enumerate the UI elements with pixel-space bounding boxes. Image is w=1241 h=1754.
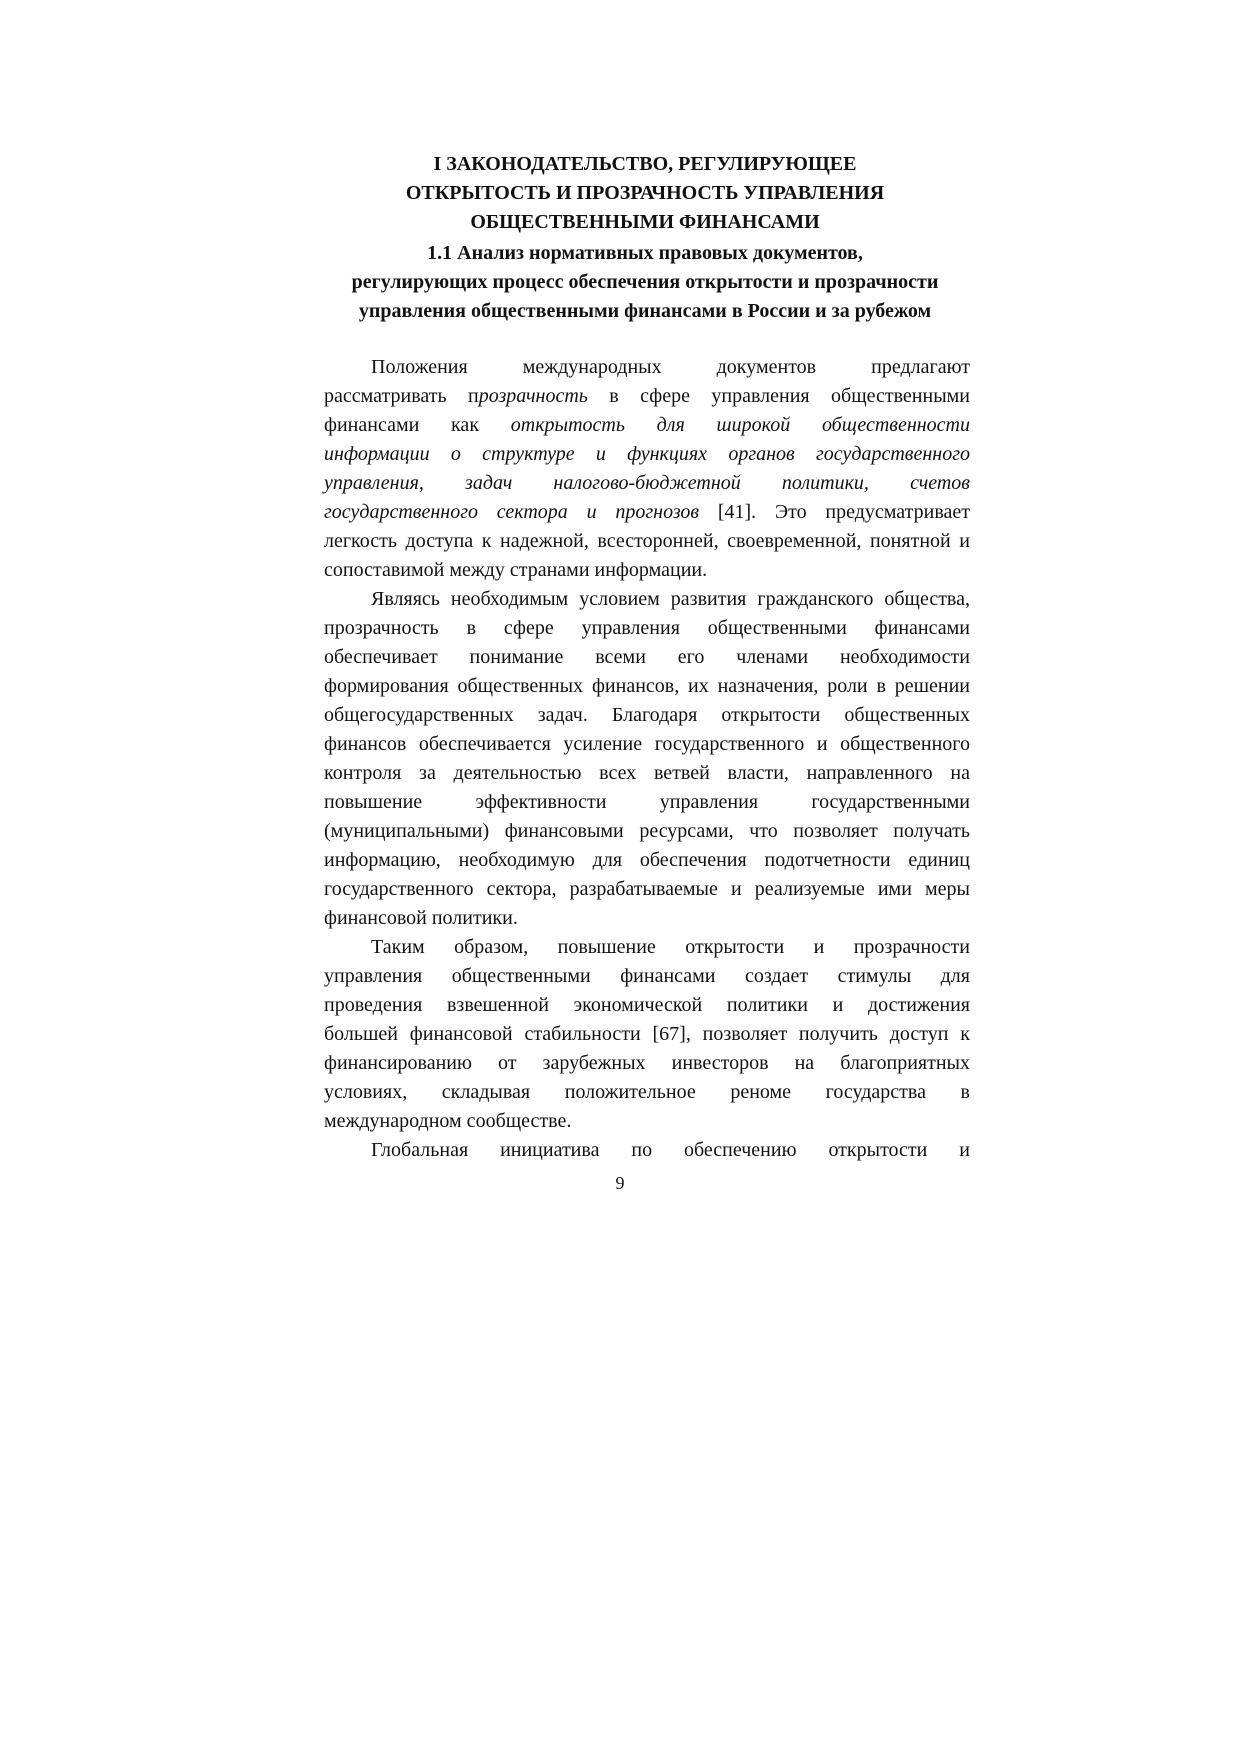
text-line [324, 846, 970, 875]
text-line [324, 788, 970, 817]
text-line [324, 1078, 970, 1107]
text-line [324, 759, 970, 788]
text-line [324, 411, 970, 440]
text-line [324, 701, 970, 730]
text-run: повышение эффективности управления государственными [324, 791, 970, 813]
section-title-line: 1.1 Анализ нормативных правовых документов, [427, 242, 863, 264]
text-run: в сфере управления общественными [587, 385, 970, 407]
chapter-title-line: ОТКРЫТОСТЬ И ПРОЗРАЧНОСТЬ УПРАВЛЕНИЯ [405, 182, 885, 204]
text-run: Таким образом, повышение открытости и прозрачности [371, 936, 970, 958]
chapter-title-line: I ЗАКОНОДАТЕЛЬСТВО, РЕГУЛИРУЮЩЕЕ [433, 153, 857, 175]
text-line [324, 817, 970, 846]
paragraph [324, 353, 970, 585]
italic-term: информации о структуре и функциях органов государственного [324, 443, 970, 465]
text-run: финансовой политики. [324, 907, 518, 929]
text-line [324, 962, 970, 991]
text-run: большей финансовой стабильности [67], позволяет получить доступ к [324, 1023, 970, 1045]
text-line [324, 469, 970, 498]
chapter-title-line: ОБЩЕСТВЕННЫМИ ФИНАНСАМИ [470, 211, 820, 233]
text-line [324, 440, 970, 469]
text-line [324, 382, 970, 411]
text-run: Являясь необходимым условием развития гражданского общества, [371, 588, 970, 610]
text-line [324, 527, 970, 556]
text-run: сопоставимой между странами информации. [324, 559, 708, 581]
text-run: проведения взвешенной экономической политики и достижения [324, 994, 970, 1016]
text-line [324, 730, 970, 759]
italic-term: открытость для широкой общественности [510, 414, 970, 436]
text-run: Глобальная инициатива по обеспечению открытости и [371, 1139, 970, 1161]
text-line [324, 1020, 970, 1049]
text-line [324, 643, 970, 672]
text-run: формирования общественных финансов, их назначения, роли в решении [324, 675, 970, 697]
text-line [324, 875, 970, 904]
paragraph [324, 933, 970, 1136]
text-line [324, 353, 970, 382]
text-line [324, 1107, 970, 1136]
text-run: управления общественными финансами создает стимулы для [324, 965, 970, 987]
text-run: финансированию от зарубежных инвесторов на благоприятных [324, 1052, 970, 1074]
text-run: Положения международных документов предлагают [371, 356, 970, 378]
text-run: прозрачность в сфере управления общественными финансами [324, 617, 970, 639]
text-run: (муниципальными) финансовыми ресурсами, что позволяет получать [324, 820, 970, 842]
text-run: обеспечивает понимание всеми его членами необходимости [324, 646, 970, 668]
text-run: общегосударственных задач. Благодаря открытости общественных [324, 704, 970, 726]
text-line [324, 672, 970, 701]
text-run: финансами как [324, 414, 511, 436]
text-run: контроля за деятельностью всех ветвей власти, направленного на [324, 762, 970, 784]
text-run: государственного сектора, разрабатываемые и реализуемые ими меры [324, 878, 970, 900]
italic-term: государственного сектора и прогнозов [324, 501, 700, 523]
section-title [300, 239, 990, 326]
text-line [324, 991, 970, 1020]
text-run: условиях, складывая положительное реноме государства в [324, 1081, 970, 1103]
section-title-line: регулирующих процесс обеспечения открытости и прозрачности [351, 271, 939, 293]
chapter-title [300, 150, 990, 237]
text-run: легкость доступа к надежной, всесторонней, своевременной, понятной и [324, 530, 970, 552]
body-text [324, 353, 970, 1165]
text-run: рассматривать п [324, 385, 479, 407]
text-line [324, 1136, 970, 1165]
text-line [324, 1049, 970, 1078]
italic-term: розрачность [478, 385, 588, 407]
section-title-line: управления общественными финансами в России и за рубежом [358, 300, 932, 322]
text-line [324, 498, 970, 527]
paragraph [324, 585, 970, 933]
text-line [324, 585, 970, 614]
page-number: 9 [615, 1173, 625, 1193]
text-line [324, 556, 970, 585]
text-run: [41]. Это предусматривает [699, 501, 970, 523]
text-run: финансов обеспечивается усиление государственного и общественного [324, 733, 970, 755]
italic-term: управления, задач налогово-бюджетной политики, счетов [324, 472, 970, 494]
text-run: информацию, необходимую для обеспечения подотчетности единиц [324, 849, 970, 871]
text-run: международном сообществе. [324, 1110, 572, 1132]
paragraph [324, 1136, 970, 1165]
text-line [324, 614, 970, 643]
text-line [324, 904, 970, 933]
text-line [324, 933, 970, 962]
